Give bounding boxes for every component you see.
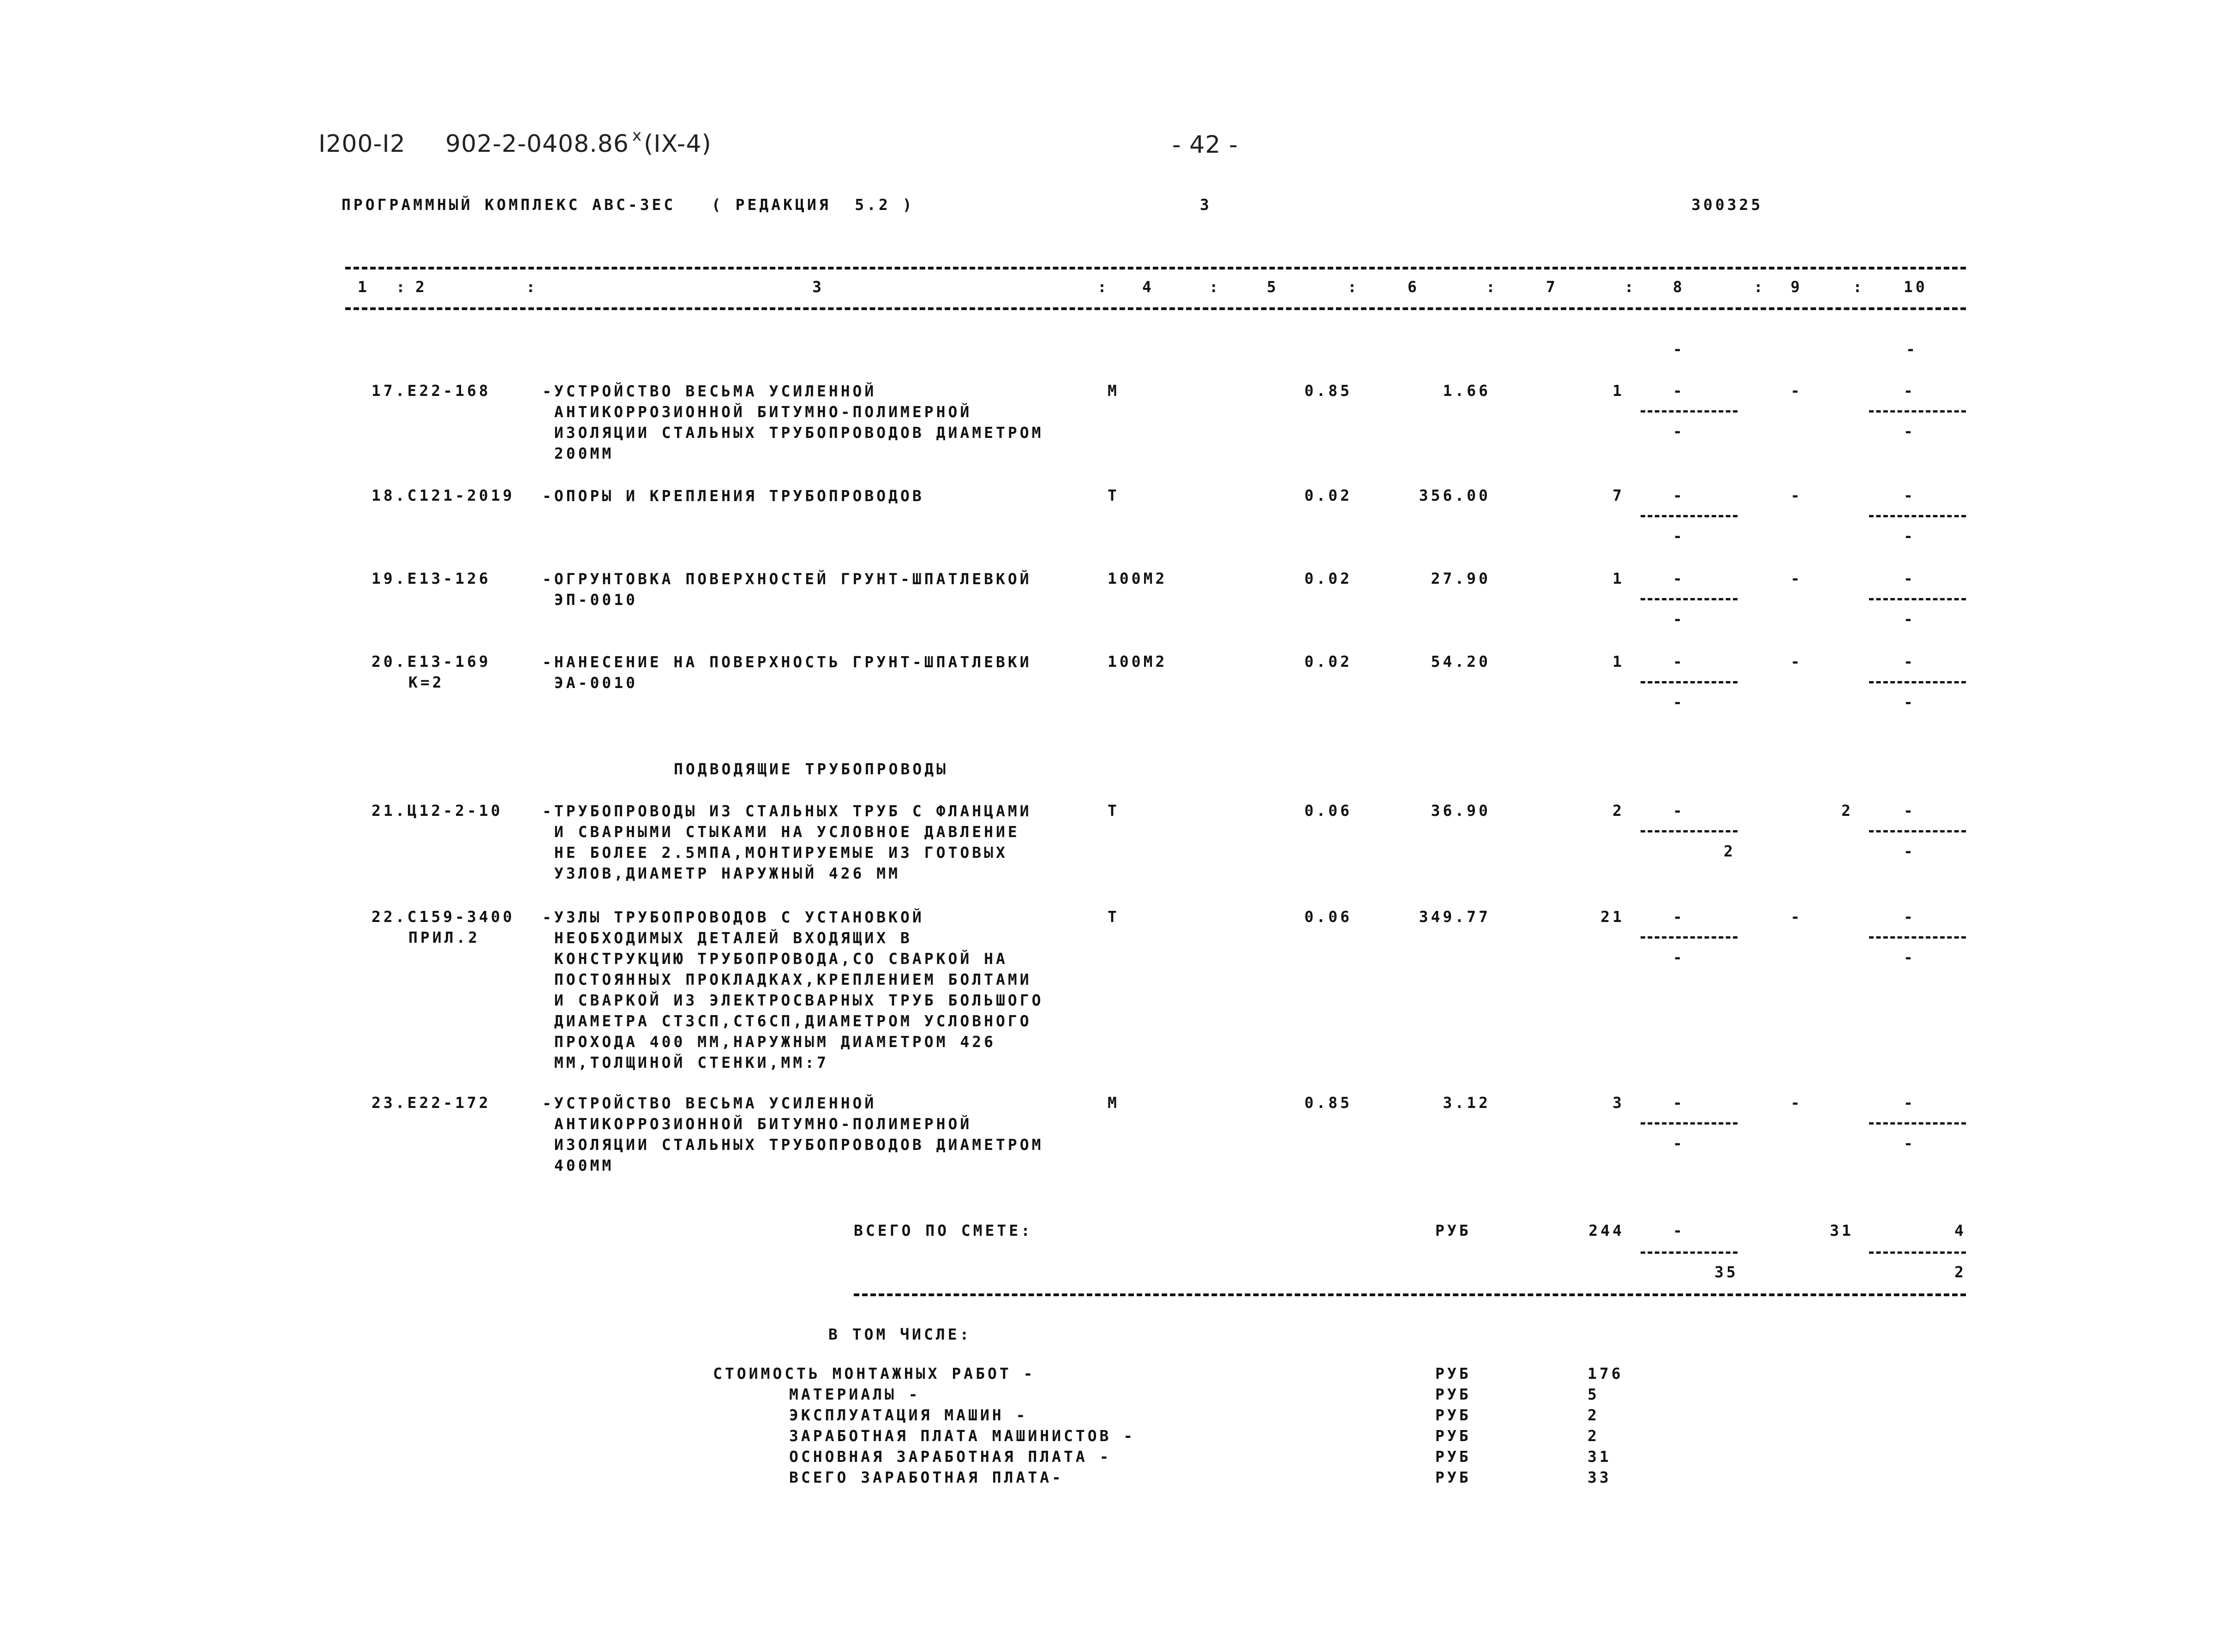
header-top-rule <box>345 267 1966 269</box>
summary-bottom-rule <box>854 1293 1966 1296</box>
row-col8-bottom: 2 <box>1724 842 1736 860</box>
summary-col10-bottom: 2 <box>1954 1263 1966 1281</box>
row-col10-top: - <box>1904 1094 1916 1112</box>
row-unit: 100М2 <box>1108 652 1168 670</box>
row-total: 1 <box>1612 382 1624 400</box>
row-col9: - <box>1791 652 1803 670</box>
summary-col8-rule <box>1641 1251 1738 1254</box>
summary-col8-top: - <box>1673 1221 1685 1239</box>
row-col8-top: - <box>1673 908 1685 926</box>
row-col10-top: - <box>1904 652 1916 670</box>
row-col8-rule <box>1641 936 1738 939</box>
row-unit: Т <box>1108 802 1120 820</box>
row-total: 1 <box>1612 569 1624 587</box>
program-title: ПРОГРАММНЫЙ КОМПЛЕКС АВС-3ЕС ( РЕДАКЦИЯ 5.2 ) <box>342 196 915 214</box>
including-title: В ТОМ ЧИСЛЕ: <box>828 1325 972 1343</box>
row-quantity: 0.02 <box>1304 652 1352 670</box>
row-total: 1 <box>1612 652 1624 670</box>
row-price: 27.90 <box>1431 569 1491 587</box>
including-label: МАТЕРИАЛЫ - <box>789 1385 921 1403</box>
row-col9: - <box>1791 486 1803 504</box>
column-header-9: 9 <box>1791 278 1803 296</box>
row-col9: - <box>1791 908 1803 926</box>
row-total: 21 <box>1600 908 1624 926</box>
row-description: -НАНЕСЕНИЕ НА ПОВЕРХНОСТЬ ГРУНТ-ШПАТЛЕВКИ ЭА-0010 <box>542 653 1032 692</box>
including-unit: РУБ <box>1435 1468 1471 1486</box>
column-separator: : <box>1097 278 1109 296</box>
row-code: 23.Е22-172 <box>372 1094 491 1112</box>
row-col8-bottom: - <box>1673 527 1685 545</box>
row-col8-top: - <box>1673 1094 1685 1112</box>
row-col10-top: - <box>1904 486 1916 504</box>
row-price: 36.90 <box>1431 802 1491 820</box>
row-col10-top: - <box>1904 382 1916 400</box>
column-dash-mark: - <box>1906 340 1918 358</box>
row-description: -ОПОРЫ И КРЕПЛЕНИЯ ТРУБОПРОВОДОВ <box>542 487 924 505</box>
row-col10-bottom: - <box>1904 422 1916 440</box>
row-total: 7 <box>1612 486 1624 504</box>
column-header-3: 3 <box>812 278 824 296</box>
row-unit: Т <box>1108 908 1120 926</box>
stamp-code: 902-2-0408.86 <box>445 130 629 158</box>
row-col8-top: - <box>1673 486 1685 504</box>
row-col8-rule <box>1641 410 1738 413</box>
column-separator: : <box>1209 278 1221 296</box>
row-col8-bottom: - <box>1673 422 1685 440</box>
row-quantity: 0.85 <box>1304 382 1352 400</box>
column-header-4: 4 <box>1142 278 1154 296</box>
row-description: -УСТРОЙСТВО ВЕСЬМА УСИЛЕННОЙ АНТИКОРРОЗИОННОЙ БИТУМНО-ПОЛИМЕРНОЙ ИЗОЛЯЦИИ СТАЛЬНЫХ ТРУБОПРОВОДОВ ДИАМЕТРОМ 200ММ <box>542 382 1044 462</box>
row-price: 1.66 <box>1443 382 1491 400</box>
row-col10-bottom: - <box>1904 1134 1916 1152</box>
column-separator: : <box>1348 278 1360 296</box>
row-code: 22.С159-3400 <box>372 908 515 926</box>
row-quantity: 0.06 <box>1304 908 1352 926</box>
summary-col10-top: 4 <box>1954 1221 1966 1239</box>
row-unit: 100М2 <box>1108 569 1168 587</box>
row-col9: - <box>1791 1094 1803 1112</box>
row-code: 20.Е13-169 <box>372 652 491 670</box>
row-col8-rule <box>1641 598 1738 600</box>
row-col8-top: - <box>1673 382 1685 400</box>
row-code: 18.С121-2019 <box>372 486 515 504</box>
column-header-5: 5 <box>1267 278 1279 296</box>
row-price: 349.77 <box>1419 908 1491 926</box>
column-dash-mark: - <box>1673 340 1685 358</box>
row-unit: Т <box>1108 486 1120 504</box>
document-number: 300325 <box>1691 196 1763 214</box>
including-label: ЗАРАБОТНАЯ ПЛАТА МАШИНИСТОВ - <box>789 1427 1136 1445</box>
column-header-8: 8 <box>1673 278 1685 296</box>
section-title: ПОДВОДЯЩИЕ ТРУБОПРОВОДЫ <box>674 760 948 778</box>
row-col10-rule <box>1869 410 1966 413</box>
row-col8-bottom: - <box>1673 693 1685 711</box>
row-col10-rule <box>1869 515 1966 517</box>
including-value: 31 <box>1588 1448 1612 1466</box>
row-col8-rule <box>1641 1122 1738 1125</box>
summary-col10-rule <box>1869 1251 1966 1254</box>
including-value: 33 <box>1588 1468 1612 1486</box>
row-quantity: 0.06 <box>1304 802 1352 820</box>
row-col10-rule <box>1869 1122 1966 1125</box>
row-col8-bottom: - <box>1673 948 1685 966</box>
row-total: 2 <box>1612 802 1624 820</box>
including-label: ЭКСПЛУАТАЦИЯ МАШИН - <box>789 1406 1028 1424</box>
row-code-sub: ПРИЛ.2 <box>408 928 480 946</box>
column-separator: : <box>1754 278 1766 296</box>
row-unit: М <box>1108 1094 1120 1112</box>
row-price: 356.00 <box>1419 486 1491 504</box>
row-code: 19.Е13-126 <box>372 569 491 587</box>
row-col10-rule <box>1869 830 1966 832</box>
row-col8-rule <box>1641 830 1738 832</box>
column-separator: : <box>526 278 538 296</box>
row-col8-top: - <box>1673 802 1685 820</box>
row-col9: - <box>1791 569 1803 587</box>
including-label: ВСЕГО ЗАРАБОТНАЯ ПЛАТА- <box>789 1468 1064 1486</box>
column-separator: : <box>396 278 408 296</box>
row-col8-rule <box>1641 515 1738 517</box>
summary-col8-bottom: 35 <box>1714 1263 1738 1281</box>
row-col10-bottom: - <box>1904 693 1916 711</box>
row-code-sub: К=2 <box>408 673 444 691</box>
including-label: ОСНОВНАЯ ЗАРАБОТНАЯ ПЛАТА - <box>789 1448 1112 1466</box>
row-col8-bottom: - <box>1673 1134 1685 1152</box>
including-label: СТОИМОСТЬ МОНТАЖНЫХ РАБОТ - <box>713 1365 1036 1383</box>
column-separator: : <box>1486 278 1498 296</box>
summary-unit: РУБ <box>1435 1221 1471 1239</box>
stamp-part: (IX-4) <box>644 130 712 158</box>
column-header-2: 2 <box>415 278 427 296</box>
header-bottom-rule <box>345 307 1966 310</box>
column-header-7: 7 <box>1546 278 1558 296</box>
row-col10-bottom: - <box>1904 948 1916 966</box>
summary-col9: 31 <box>1830 1221 1854 1239</box>
row-col10-bottom: - <box>1904 527 1916 545</box>
stamp-left: I200-I2 <box>318 130 406 158</box>
row-description: -УСТРОЙСТВО ВЕСЬМА УСИЛЕННОЙ АНТИКОРРОЗИОННОЙ БИТУМНО-ПОЛИМЕРНОЙ ИЗОЛЯЦИИ СТАЛЬНЫХ ТРУБОПРОВОДОВ ДИАМЕТРОМ 400ММ <box>542 1094 1044 1174</box>
row-code: 21.Ц12-2-10 <box>372 802 503 820</box>
row-description: -ОГРУНТОВКА ПОВЕРХНОСТЕЙ ГРУНТ-ШПАТЛЕВКОЙ ЭП-0010 <box>542 570 1032 609</box>
row-col10-bottom: - <box>1904 610 1916 628</box>
column-header-6: 6 <box>1408 278 1420 296</box>
row-col10-rule <box>1869 936 1966 939</box>
including-unit: РУБ <box>1435 1448 1471 1466</box>
row-quantity: 0.02 <box>1304 569 1352 587</box>
row-col10-top: - <box>1904 908 1916 926</box>
row-code: 17.Е22-168 <box>372 382 491 400</box>
row-col8-top: - <box>1673 569 1685 587</box>
row-quantity: 0.02 <box>1304 486 1352 504</box>
row-quantity: 0.85 <box>1304 1094 1352 1112</box>
row-description: -ТРУБОПРОВОДЫ ИЗ СТАЛЬНЫХ ТРУБ С ФЛАНЦАМИ И СВАРНЫМИ СТЫКАМИ НА УСЛОВНОЕ ДАВЛЕНИЕ НЕ БОЛЕЕ 2.5МПА,МОНТИРУЕМЫЕ ИЗ ГОТОВЫХ УЗЛОВ,ДИАМЕТР НАРУЖНЫЙ 426 ММ <box>542 802 1032 882</box>
row-col8-rule <box>1641 681 1738 683</box>
page-number: - 42 - <box>1172 131 1238 159</box>
row-price: 3.12 <box>1443 1094 1491 1112</box>
row-col10-bottom: - <box>1904 842 1916 860</box>
row-col10-top: - <box>1904 569 1916 587</box>
including-unit: РУБ <box>1435 1385 1471 1403</box>
row-col9: - <box>1791 382 1803 400</box>
summary-total: 244 <box>1588 1221 1624 1239</box>
column-separator: : <box>1624 278 1636 296</box>
including-value: 176 <box>1588 1365 1624 1383</box>
column-separator: : <box>1853 278 1865 296</box>
row-col10-rule <box>1869 598 1966 600</box>
row-col9: 2 <box>1841 802 1853 820</box>
stamp-mark: х <box>632 126 642 145</box>
including-value: 2 <box>1588 1406 1600 1424</box>
row-price: 54.20 <box>1431 652 1491 670</box>
column-header-10: 10 <box>1904 278 1928 296</box>
summary-label: ВСЕГО ПО СМЕТЕ: <box>854 1221 1033 1239</box>
including-value: 2 <box>1588 1427 1600 1445</box>
including-unit: РУБ <box>1435 1427 1471 1445</box>
row-col8-top: - <box>1673 652 1685 670</box>
row-col10-top: - <box>1904 802 1916 820</box>
row-col8-bottom: - <box>1673 610 1685 628</box>
sheet-number: 3 <box>1200 196 1212 214</box>
column-header-1: 1 <box>358 278 370 296</box>
including-unit: РУБ <box>1435 1406 1471 1424</box>
row-unit: М <box>1108 382 1120 400</box>
including-value: 5 <box>1588 1385 1600 1403</box>
including-unit: РУБ <box>1435 1365 1471 1383</box>
row-col10-rule <box>1869 681 1966 683</box>
row-total: 3 <box>1612 1094 1624 1112</box>
row-description: -УЗЛЫ ТРУБОПРОВОДОВ С УСТАНОВКОЙ НЕОБХОДИМЫХ ДЕТАЛЕЙ ВХОДЯЩИХ В КОНСТРУКЦИЮ ТРУБОПРОВОДА,СО СВАРКОЙ НА ПОСТОЯННЫХ ПРОКЛАДКАХ,КРЕПЛЕНИЕМ БОЛТАМИ И СВАРКОЙ ИЗ ЭЛЕКТРОСВАРНЫХ ТРУБ БОЛЬШОГО ДИАМЕТРА СТ3СП,СТ6СП,ДИАМЕТРОМ УСЛОВНОГО ПРОХОДА 400 ММ,НАРУЖНЫМ ДИАМЕТРОМ 426 ММ,ТОЛЩИНОЙ СТЕНКИ,ММ:7 <box>542 908 1044 1071</box>
